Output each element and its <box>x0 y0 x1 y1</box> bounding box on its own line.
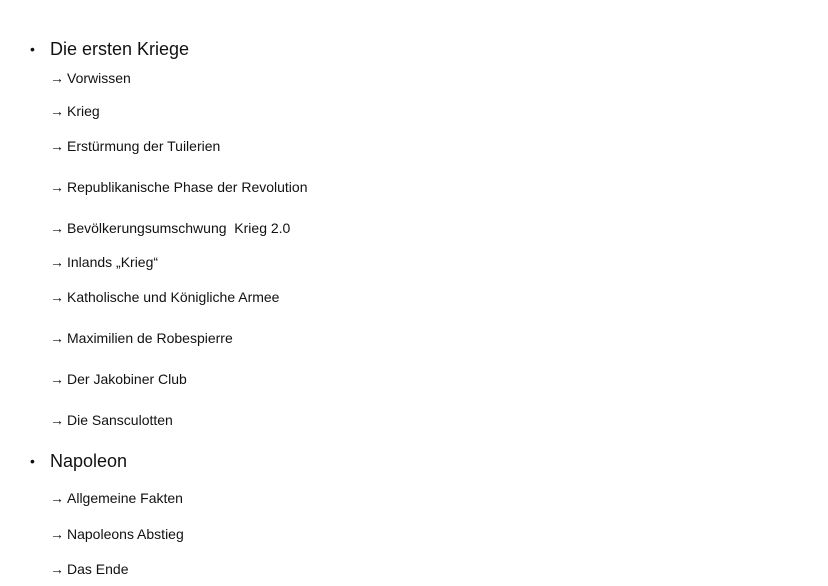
bullet-icon: • <box>30 453 35 469</box>
arrow-icon: → <box>50 179 64 195</box>
section-title: Die ersten Kriege <box>50 39 190 59</box>
list-item-napoleons-abstieg <box>50 525 184 543</box>
list-item-label: Napoleons Abstieg <box>67 526 184 542</box>
bullet-icon: • <box>30 41 35 57</box>
list-item-sansculotten <box>50 411 173 429</box>
list-item-label: Bevölkerungsumschwung Krieg 2.0 <box>67 220 291 236</box>
arrow-icon: → <box>50 70 64 86</box>
arrow-icon: → <box>50 289 64 305</box>
list-item-bevoelkerungsumschwung <box>50 219 290 237</box>
arrow-icon: → <box>50 220 64 236</box>
list-item-krieg <box>50 102 100 120</box>
list-item-label: Maximilien de Robespierre <box>67 330 233 346</box>
arrow-icon: → <box>50 490 64 506</box>
list-item-label: Republikanische Phase der Revolution <box>67 179 308 195</box>
list-item-label: Der Jakobiner Club <box>67 371 187 387</box>
list-item-label: Das Ende <box>67 561 129 577</box>
list-item-label: Vorwissen <box>67 70 131 86</box>
list-item-republikanische-phase <box>50 178 307 196</box>
section-heading-napoleon <box>30 450 127 472</box>
list-item-allgemeine-fakten <box>50 489 183 507</box>
list-item-label: Krieg <box>67 103 100 119</box>
list-item-label: Erstürmung der Tuilerien <box>67 138 221 154</box>
list-item-das-ende <box>50 560 128 578</box>
list-item-label: Die Sansculotten <box>67 412 173 428</box>
arrow-icon: → <box>50 330 64 346</box>
list-item-erstuermung <box>50 137 220 155</box>
arrow-icon: → <box>50 138 64 154</box>
section-title: Napoleon <box>50 451 128 471</box>
section-heading-die-ersten-kriege <box>30 38 189 60</box>
list-item-jakobiner-club <box>50 370 187 388</box>
arrow-icon: → <box>50 254 64 270</box>
arrow-icon: → <box>50 526 64 542</box>
list-item-label: Allgemeine Fakten <box>67 490 183 506</box>
list-item-label: Katholische und Königliche Armee <box>67 289 280 305</box>
list-item-inlands-krieg <box>50 253 158 271</box>
arrow-icon: → <box>50 371 64 387</box>
list-item-robespierre <box>50 329 233 347</box>
list-item-label: Inlands „Krieg“ <box>67 254 159 270</box>
arrow-icon: → <box>50 103 64 119</box>
arrow-icon: → <box>50 412 64 428</box>
list-item-katholische-armee <box>50 288 279 306</box>
list-item-vorwissen <box>50 69 131 87</box>
arrow-icon: → <box>50 561 64 577</box>
